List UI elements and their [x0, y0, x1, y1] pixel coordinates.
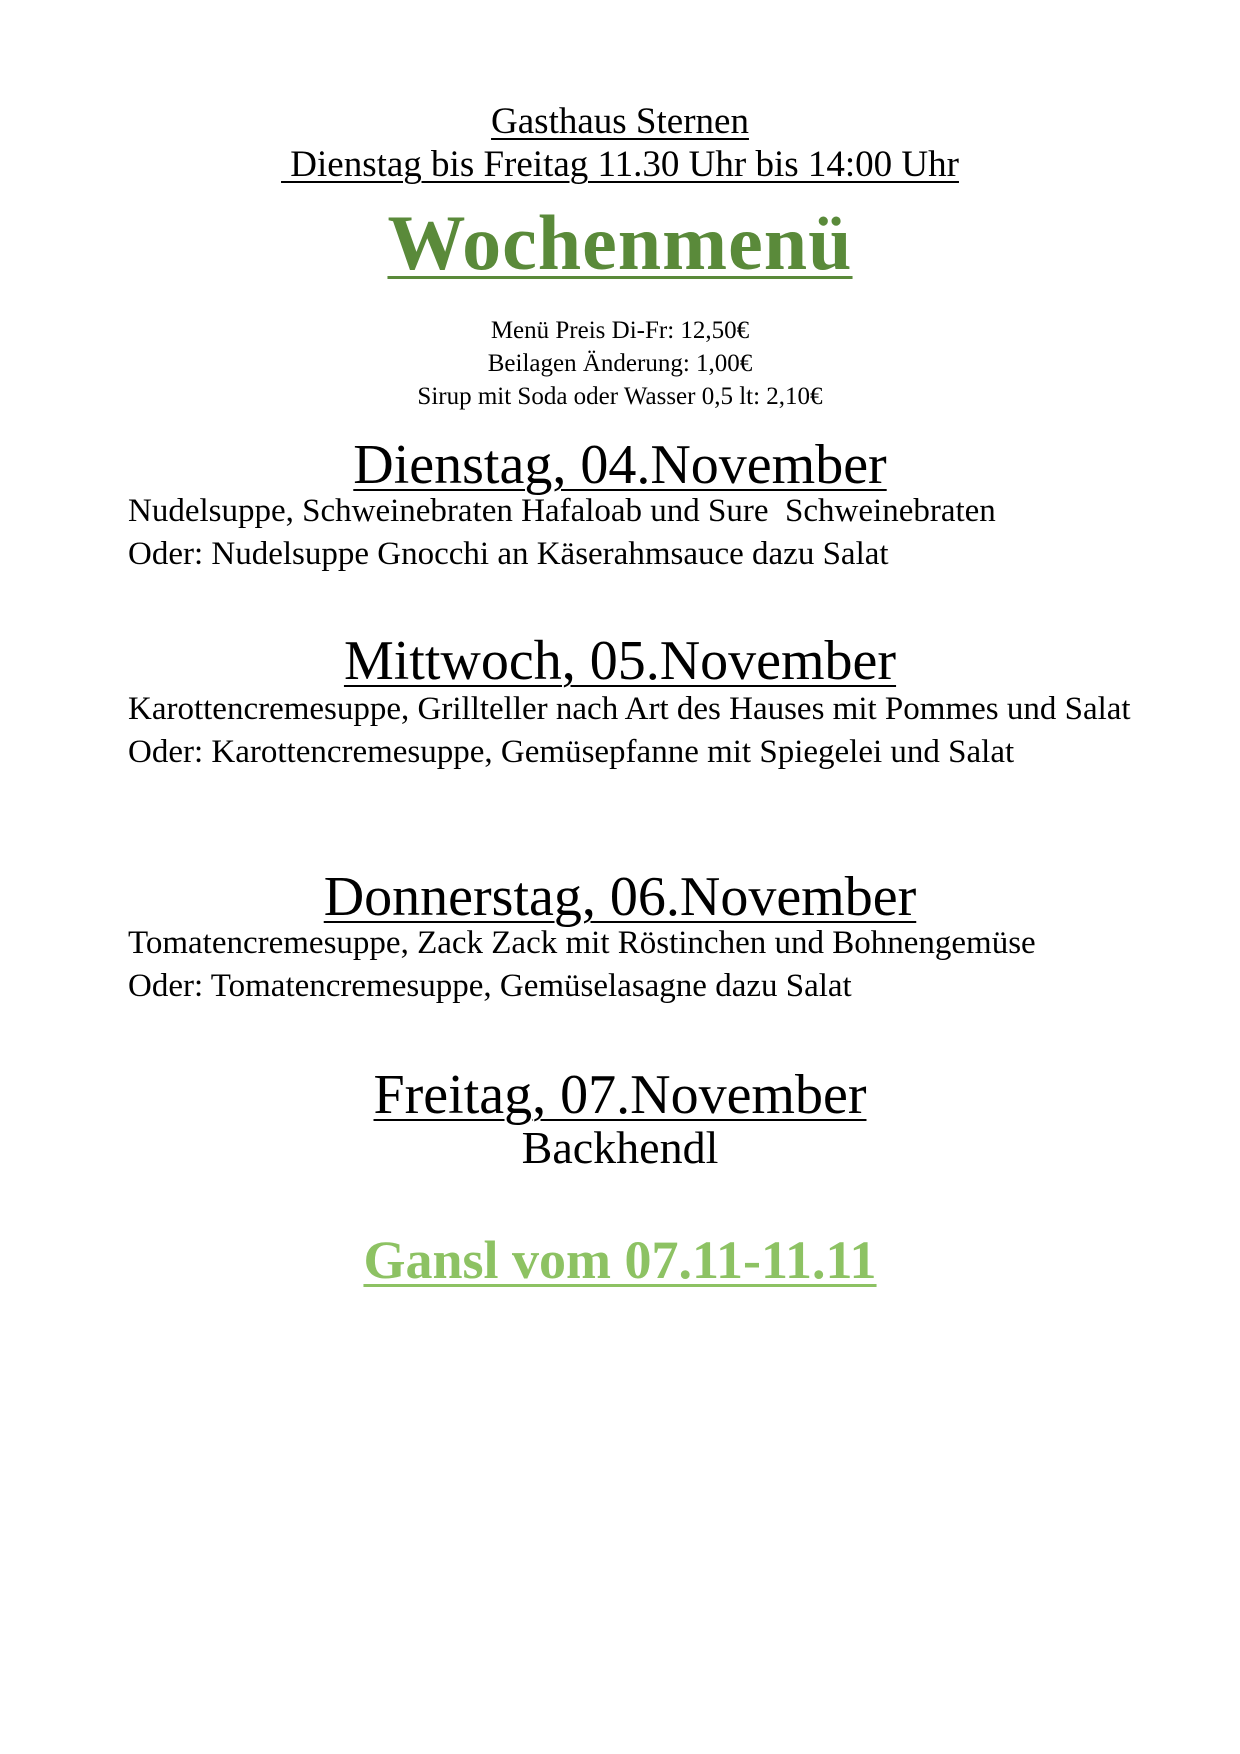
dish-line: Nudelsuppe, Schweinebraten Hafaloab und Sure Schweinebraten: [128, 493, 996, 529]
day-heading-thursday: [0, 864, 1240, 930]
opening-hours: [0, 143, 1240, 187]
restaurant-name: [0, 100, 1240, 144]
dish-list-wednesday: [128, 688, 1208, 774]
price-line: Menü Preis Di-Fr: 12,50€: [490, 317, 750, 344]
day-heading-tuesday: [0, 432, 1240, 498]
page-title: [0, 198, 1240, 288]
special-offer: [0, 1228, 1240, 1292]
dish-list-tuesday: [128, 490, 1208, 576]
day-heading-text: Freitag, 07.November: [373, 1064, 867, 1126]
dish-line: Oder: Nudelsuppe Gnocchi an Käserahmsauce dazu Salat: [128, 536, 889, 572]
price-line: Beilagen Änderung: 1,00€: [487, 350, 753, 377]
dish-list-thursday: [128, 922, 1208, 1008]
dish-line: Oder: Karottencremesuppe, Gemüsepfanne mit Spiegelei und Salat: [128, 734, 1015, 770]
dish-line: Tomatencremesuppe, Zack Zack mit Röstinchen und Bohnengemüse: [128, 925, 1036, 961]
day-heading-text: Mittwoch, 05.November: [343, 630, 897, 692]
restaurant-name-text: Gasthaus Sternen: [491, 101, 749, 142]
special-offer-text: Gansl vom 07.11-11.11: [363, 1230, 877, 1290]
day-heading-text: Dienstag, 04.November: [353, 434, 887, 496]
dish-line: Oder: Tomatencremesuppe, Gemüselasagne dazu Salat: [128, 968, 852, 1004]
opening-hours-text: Dienstag bis Freitag 11.30 Uhr bis 14:00 Uhr: [281, 144, 959, 185]
day-heading-text: Donnerstag, 06.November: [323, 866, 917, 928]
dish-list-friday: [0, 1120, 1240, 1176]
day-heading-wednesday: [0, 628, 1240, 694]
price-list: [0, 314, 1240, 413]
page-title-text: Wochenmenü: [387, 199, 853, 286]
price-line: Sirup mit Soda oder Wasser 0,5 lt: 2,10€: [417, 383, 823, 410]
dish-line: Karottencremesuppe, Grillteller nach Art des Hauses mit Pommes und Salat: [128, 691, 1131, 727]
day-heading-friday: [0, 1062, 1240, 1128]
dish-line: Backhendl: [521, 1122, 719, 1173]
